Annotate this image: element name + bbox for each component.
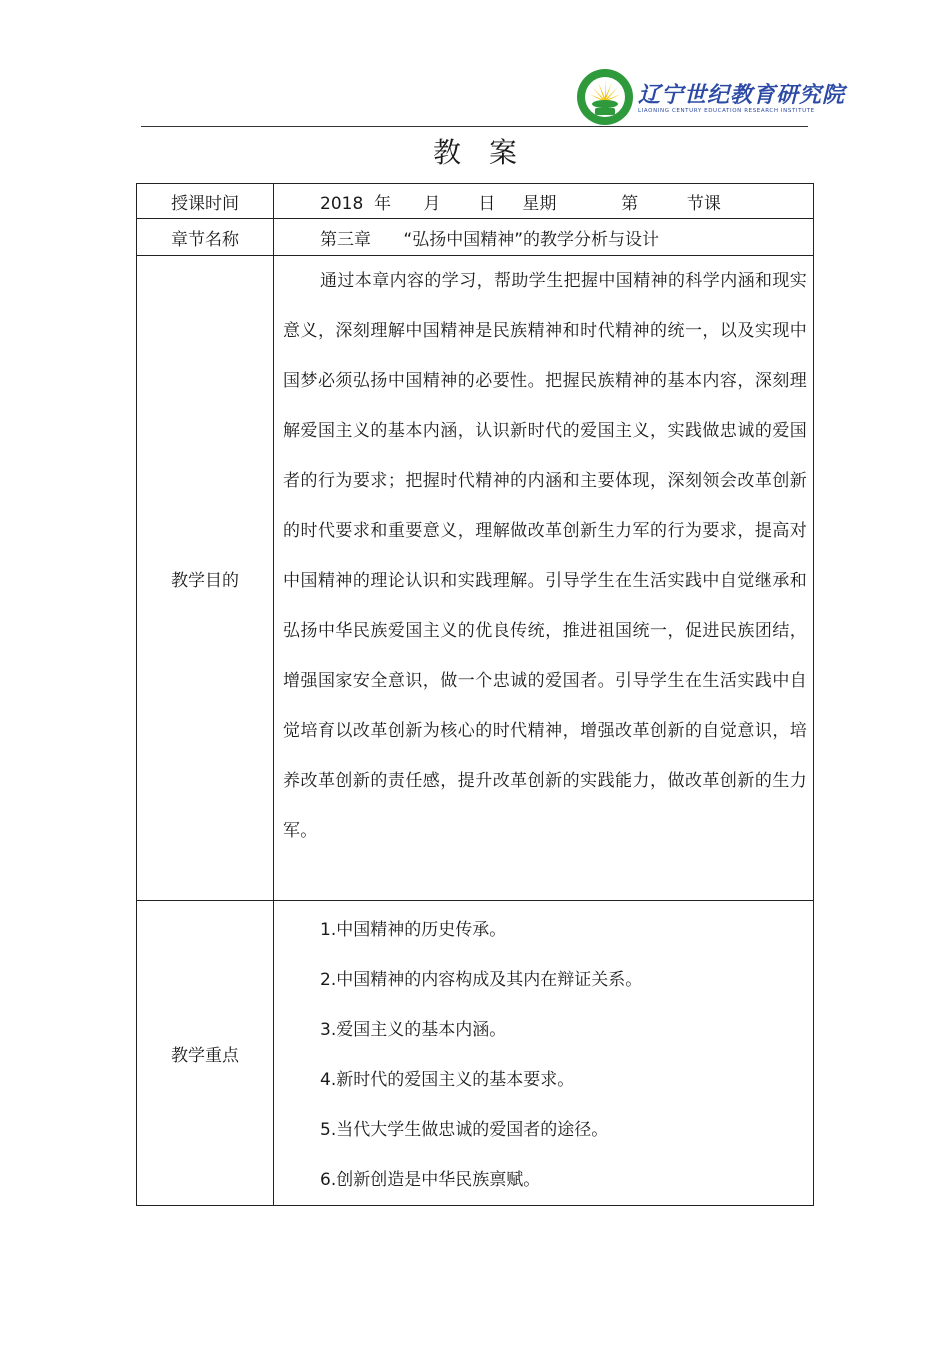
- list-item: 2.中国精神的内容构成及其内在辩证关系。: [320, 970, 643, 990]
- time-label: 授课时间: [137, 184, 274, 219]
- goal-paragraph: 通过本章内容的学习，帮助学生把握中国精神的科学内涵和现实意义，深刻理解中国精神是民族精神和时代精神的统一，以及实现中国梦必须弘扬中国精神的必要性。把握民族精神的基本内容，深刻理解爱国主义的基本内涵，认识新时代的爱国主义，实践做忠诚的爱国者的行为要求；把握时代精神的内涵和主要体现，深刻领会改革创新的时代要求和重要意义，理解做改革创新生力军的行为要求，提高对中国精神的理论认识和实践理解。引导学生在生活实践中自觉继承和弘扬中华民族爱国主义的优良传统，推进祖国统一，促进民族团结，增强国家安全意识，做一个忠诚的爱国者。引导学生在生活实践中自觉培育以改革创新为核心的时代精神，增强改革创新的自觉意识，培养改革创新的责任感，提升改革创新的实践能力，做改革创新的生力军。: [283, 271, 807, 841]
- list-item: 3.爱国主义的基本内涵。: [320, 1020, 507, 1040]
- logo-subtitle: LIAONING CENTURY EDUCATION RESEARCH INSTITUTE: [638, 108, 815, 114]
- sunburst-logo-icon: [576, 68, 634, 126]
- list-item: 1.中国精神的历史传承。: [320, 920, 507, 940]
- list-item: 6.创新创造是中华民族禀赋。: [320, 1170, 541, 1190]
- table-row: [137, 219, 814, 256]
- lesson-plan-table: [136, 183, 814, 1206]
- key-points-list: [274, 901, 813, 1205]
- chapter-value: 第三章 “弘扬中国精神”的教学分析与设计: [320, 229, 660, 250]
- chapter-label: 章节名称: [137, 219, 274, 256]
- goal-label: 教学目的: [137, 256, 274, 901]
- institute-logo: [576, 68, 846, 128]
- table-row: [137, 901, 814, 1206]
- time-value-cell: [274, 184, 814, 219]
- time-value: 2018 年 月 日 星期 第 节课: [320, 193, 721, 214]
- key-value-cell: [274, 901, 814, 1206]
- list-item: 4.新时代的爱国主义的基本要求。: [320, 1070, 575, 1090]
- list-item: 5.当代大学生做忠诚的爱国者的途径。: [320, 1120, 609, 1140]
- header-divider: [141, 126, 808, 127]
- key-label: 教学重点: [137, 901, 274, 1206]
- table-row: [137, 256, 814, 901]
- chapter-value-cell: [274, 219, 814, 256]
- table-row: [137, 184, 814, 219]
- logo-wordmark: 辽宁世纪教育研究院: [638, 82, 846, 108]
- goal-value-cell: [274, 256, 814, 901]
- page-header: [0, 0, 950, 130]
- page-title: 教案: [432, 136, 545, 169]
